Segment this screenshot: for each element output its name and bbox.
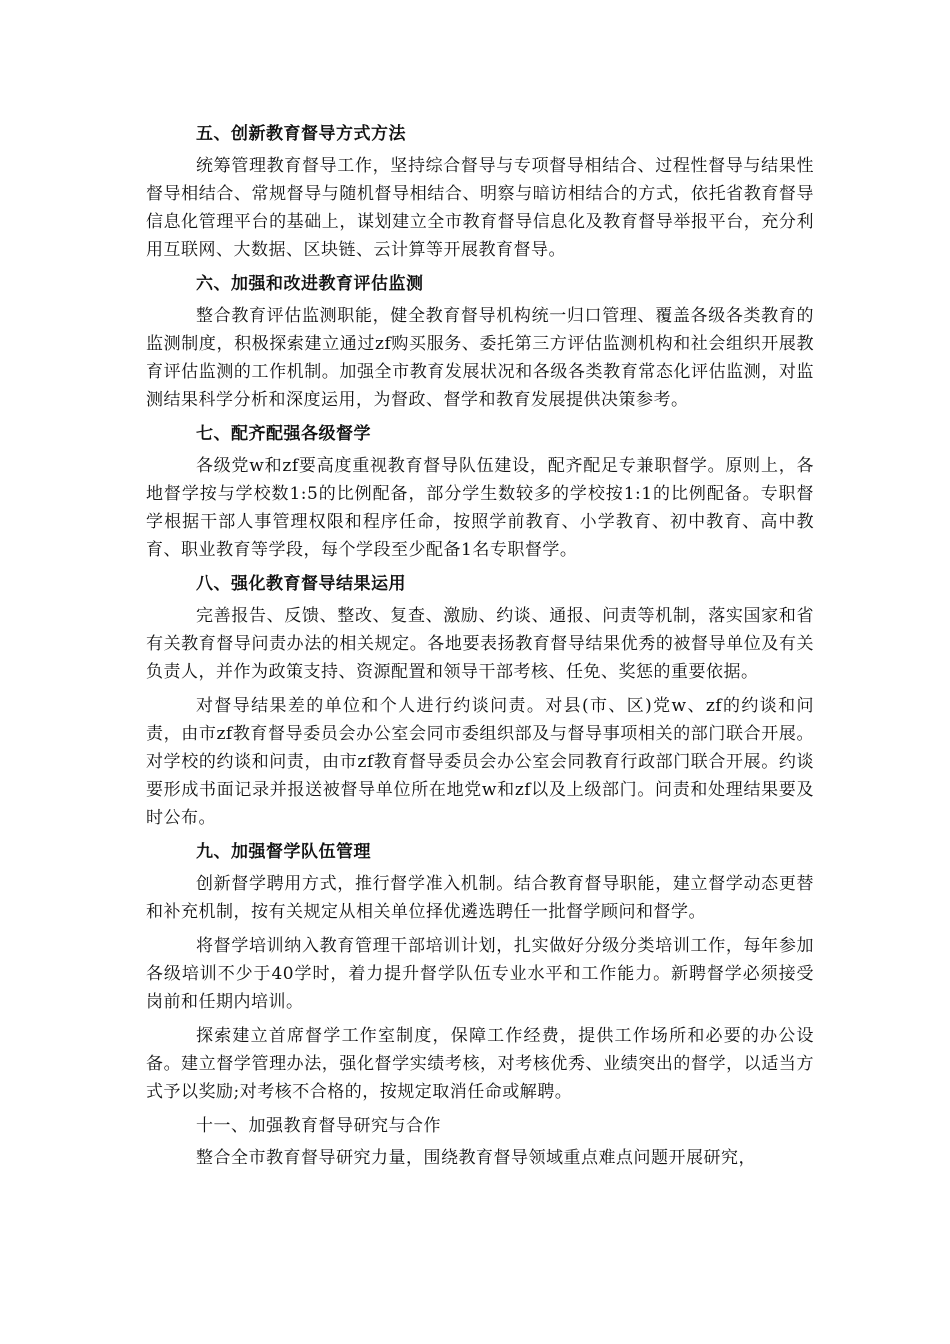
section-heading: 九、加强督学队伍管理 xyxy=(196,842,371,862)
section-heading: 六、加强和改进教育评估监测 xyxy=(196,274,424,294)
section-paragraph: 将督学培训纳入教育管理干部培训计划，扎实做好分级分类培训工作，每年参加各级培训不少于40学时，着力提升督学队伍专业水平和工作能力。新聘督学必须接受岗前和任期内培训。 xyxy=(146,936,814,1012)
section-paragraph: 整合全市教育督导研究力量，围绕教育督导领域重点难点问题开展研究， xyxy=(196,1148,756,1168)
section-heading: 七、配齐配强各级督学 xyxy=(196,424,371,444)
section-paragraph: 统筹管理教育督导工作，坚持综合督导与专项督导相结合、过程性督导与结果性督导相结合、常规督导与随机督导相结合、明察与暗访相结合的方式，依托省教育督导信息化管理平台的基础上，谋划建立全市教育督导信息化及教育督导举报平台，充分利用互联网、大数据、区块链、云计算等开展教育督导。 xyxy=(146,156,814,260)
section-heading: 五、创新教育督导方式方法 xyxy=(196,124,406,144)
section-paragraph: 探索建立首席督学工作室制度，保障工作经费，提供工作场所和必要的办公设备。建立督学管理办法，强化督学实绩考核，对考核优秀、业绩突出的督学，以适当方式予以奖励;对考核不合格的，按规定取消任命或解聘。 xyxy=(146,1026,814,1102)
section-paragraph: 整合教育评估监测职能，健全教育督导机构统一归口管理、覆盖各级各类教育的监测制度，积极探索建立通过zf购买服务、委托第三方评估监测机构和社会组织开展教育评估监测的工作机制。加强全市教育发展状况和各级各类教育常态化评估监测，对监测结果科学分析和深度运用，为督政、督学和教育发展提供决策参考。 xyxy=(146,306,814,410)
section-heading: 十一、加强教育督导研究与合作 xyxy=(196,1116,441,1136)
document-page xyxy=(146,120,814,1172)
section-paragraph: 创新督学聘用方式，推行督学准入机制。结合教育督导职能，建立督学动态更替和补充机制，按有关规定从相关单位择优遴选聘任一批督学顾问和督学。 xyxy=(146,874,814,922)
section-paragraph: 各级党w和zf要高度重视教育督导队伍建设，配齐配足专兼职督学。原则上，各地督学按与学校数1:5的比例配备，部分学生数较多的学校按1:1的比例配备。专职督学根据干部人事管理权限和程序任命，按照学前教育、小学教育、初中教育、高中教育、职业教育等学段，每个学段至少配备1名专职督学。 xyxy=(146,456,814,560)
section-heading: 八、强化教育督导结果运用 xyxy=(196,574,406,594)
section-paragraph: 对督导结果差的单位和个人进行约谈问责。对县(市、区)党w、zf的约谈和问责，由市zf教育督导委员会办公室会同市委组织部及与督导事项相关的部门联合开展。对学校的约谈和问责，由市zf教育督导委员会办公室会同教育行政部门联合开展。约谈要形成书面记录并报送被督导单位所在地党w和zf以及上级部门。问责和处理结果要及时公布。 xyxy=(146,696,814,828)
section-paragraph: 完善报告、反馈、整改、复查、激励、约谈、通报、问责等机制，落实国家和省有关教育督导问责办法的相关规定。各地要表扬教育督导结果优秀的被督导单位及有关负责人，并作为政策支持、资源配置和领导干部考核、任免、奖惩的重要依据。 xyxy=(146,606,814,682)
